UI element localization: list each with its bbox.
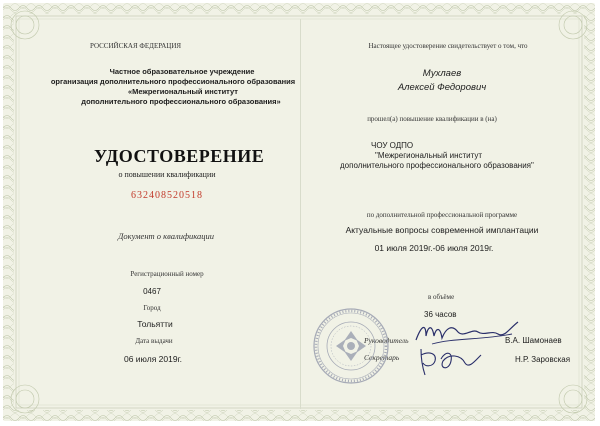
volume-value: 36 часов <box>424 310 457 319</box>
secretary-signature <box>415 345 485 377</box>
secretary-name: Н.Р. Заровская <box>515 355 571 364</box>
passed-training-label: прошел(а) повышение квалификации в (на) <box>367 115 497 123</box>
org-line-3: «Межрегиональный институт <box>128 87 238 96</box>
document-caption: Документ о квалификации <box>117 231 215 241</box>
volume-label: в объёме <box>428 293 455 301</box>
org-line-1: Частное образовательное учреждение <box>109 67 255 76</box>
institution-line-3: дополнительного профессионального образования" <box>340 161 534 170</box>
head-signature <box>412 318 522 348</box>
document-subtitle: о повышении квалификации <box>118 170 216 179</box>
program-label: по дополнительной профессиональной программе <box>366 211 518 219</box>
org-line-4: дополнительного профессионального образования» <box>81 97 281 106</box>
registration-label: Регистрационный номер <box>130 270 204 278</box>
holder-given-names: Алексей Федорович <box>397 82 487 93</box>
institution-line-2: "Межрегиональный институт <box>375 151 483 160</box>
issue-date-value: 06 июля 2019г. <box>123 354 183 364</box>
serial-number: 632408520518 <box>131 190 203 201</box>
program-name: Актуальные вопросы современной имплантации <box>345 225 539 235</box>
training-period: 01 июля 2019г.-06 июля 2019г. <box>374 243 494 253</box>
head-name: В.А. Шамонаев <box>505 336 562 345</box>
document-title: УДОСТОВЕРЕНИЕ <box>94 146 265 166</box>
institution-line-1: ЧОУ ОДПО <box>371 141 414 150</box>
city-value: Тольятти <box>137 319 173 329</box>
city-label: Город <box>143 304 161 312</box>
country-name: РОССИЙСКАЯ ФЕДЕРАЦИЯ <box>90 42 182 50</box>
issue-date-label: Дата выдачи <box>135 337 173 345</box>
org-line-2: организация дополнительного профессионального образования <box>50 77 296 86</box>
secretary-label: Секретарь <box>364 353 400 362</box>
fold-line <box>300 19 301 409</box>
certify-intro: Настоящее удостоверение свидетельствует о том, что <box>368 42 528 50</box>
registration-number: 0467 <box>143 287 161 296</box>
head-label: Руководитель <box>364 336 409 345</box>
holder-surname: Мухлаев <box>422 68 462 79</box>
institution-seal <box>312 307 390 385</box>
